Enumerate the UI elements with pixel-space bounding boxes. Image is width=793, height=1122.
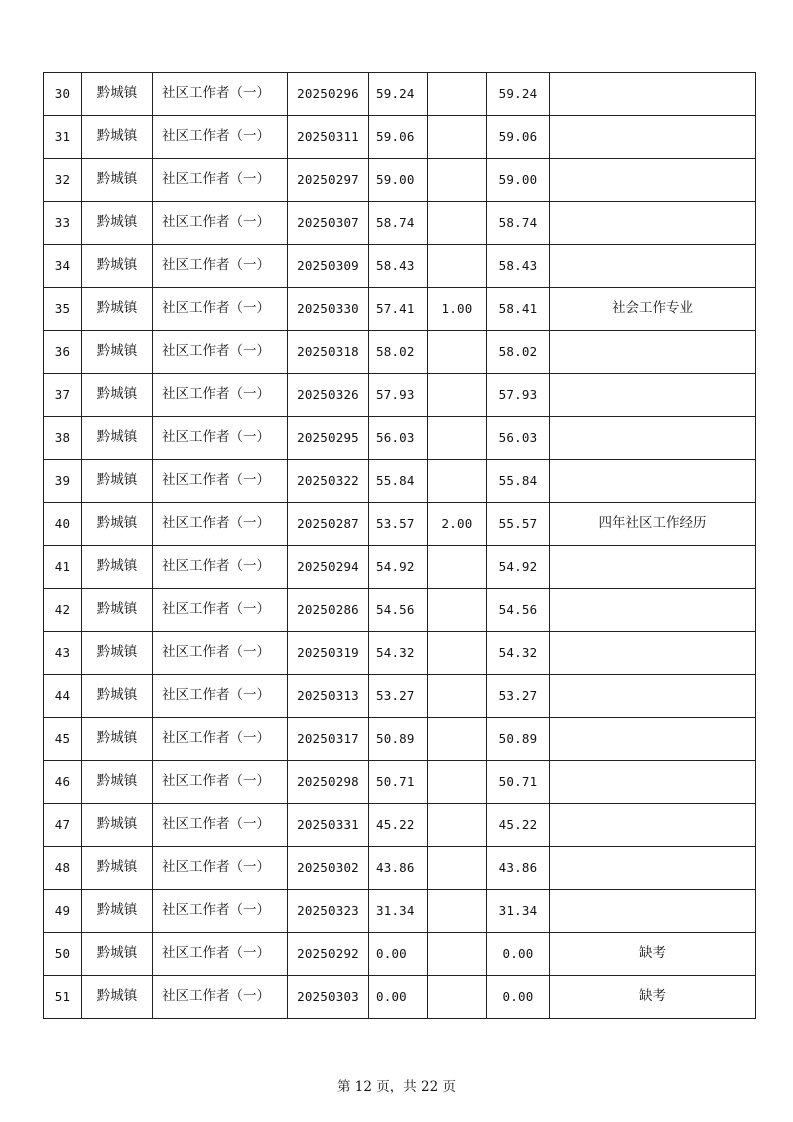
cell-town: 黔城镇 — [82, 675, 153, 718]
cell-town: 黔城镇 — [82, 933, 153, 976]
cell-serial-number: 35 — [44, 288, 82, 331]
cell-ticket-number: 20250307 — [288, 202, 369, 245]
cell-written-score: 57.93 — [369, 374, 428, 417]
cell-town: 黔城镇 — [82, 288, 153, 331]
cell-position: 社区工作者（一） — [153, 202, 288, 245]
cell-serial-number: 43 — [44, 632, 82, 675]
cell-serial-number: 32 — [44, 159, 82, 202]
table-row — [44, 331, 756, 374]
cell-bonus-score — [428, 116, 487, 159]
cell-serial-number: 45 — [44, 718, 82, 761]
cell-note — [550, 546, 756, 589]
cell-bonus-score — [428, 933, 487, 976]
cell-position: 社区工作者（一） — [153, 417, 288, 460]
cell-town: 黔城镇 — [82, 202, 153, 245]
page-number-text: 第 12 页，共 22 页 — [336, 1079, 457, 1095]
cell-written-score: 53.27 — [369, 675, 428, 718]
cell-ticket-number: 20250286 — [288, 589, 369, 632]
cell-total-score: 58.02 — [487, 331, 550, 374]
cell-written-score: 58.02 — [369, 331, 428, 374]
cell-ticket-number: 20250317 — [288, 718, 369, 761]
cell-note: 社会工作专业 — [550, 288, 756, 331]
cell-total-score: 58.41 — [487, 288, 550, 331]
cell-bonus-score — [428, 976, 487, 1019]
cell-ticket-number: 20250298 — [288, 761, 369, 804]
cell-serial-number: 44 — [44, 675, 82, 718]
cell-total-score: 54.56 — [487, 589, 550, 632]
cell-bonus-score — [428, 374, 487, 417]
cell-serial-number: 31 — [44, 116, 82, 159]
table-row — [44, 503, 756, 546]
cell-town: 黔城镇 — [82, 417, 153, 460]
table-row — [44, 417, 756, 460]
cell-written-score: 55.84 — [369, 460, 428, 503]
cell-serial-number: 37 — [44, 374, 82, 417]
score-table — [43, 72, 756, 1019]
table-row — [44, 890, 756, 933]
cell-position: 社区工作者（一） — [153, 546, 288, 589]
cell-position: 社区工作者（一） — [153, 976, 288, 1019]
cell-position: 社区工作者（一） — [153, 933, 288, 976]
cell-ticket-number: 20250294 — [288, 546, 369, 589]
cell-serial-number: 42 — [44, 589, 82, 632]
cell-note — [550, 159, 756, 202]
cell-total-score: 55.84 — [487, 460, 550, 503]
cell-serial-number: 39 — [44, 460, 82, 503]
cell-bonus-score — [428, 460, 487, 503]
cell-town: 黔城镇 — [82, 503, 153, 546]
table-row — [44, 589, 756, 632]
cell-written-score: 50.89 — [369, 718, 428, 761]
cell-note — [550, 804, 756, 847]
cell-written-score: 58.43 — [369, 245, 428, 288]
cell-note: 缺考 — [550, 976, 756, 1019]
cell-total-score: 57.93 — [487, 374, 550, 417]
cell-written-score: 43.86 — [369, 847, 428, 890]
table-row — [44, 159, 756, 202]
cell-ticket-number: 20250287 — [288, 503, 369, 546]
table-row — [44, 847, 756, 890]
cell-bonus-score: 2.00 — [428, 503, 487, 546]
cell-bonus-score: 1.00 — [428, 288, 487, 331]
cell-total-score: 54.92 — [487, 546, 550, 589]
cell-note: 缺考 — [550, 933, 756, 976]
cell-total-score: 31.34 — [487, 890, 550, 933]
cell-serial-number: 40 — [44, 503, 82, 546]
cell-ticket-number: 20250322 — [288, 460, 369, 503]
cell-town: 黔城镇 — [82, 976, 153, 1019]
cell-position: 社区工作者（一） — [153, 73, 288, 116]
cell-position: 社区工作者（一） — [153, 245, 288, 288]
cell-serial-number: 41 — [44, 546, 82, 589]
cell-serial-number: 38 — [44, 417, 82, 460]
cell-bonus-score — [428, 589, 487, 632]
cell-position: 社区工作者（一） — [153, 675, 288, 718]
cell-ticket-number: 20250323 — [288, 890, 369, 933]
cell-serial-number: 34 — [44, 245, 82, 288]
cell-note — [550, 675, 756, 718]
cell-written-score: 50.71 — [369, 761, 428, 804]
cell-ticket-number: 20250309 — [288, 245, 369, 288]
cell-bonus-score — [428, 202, 487, 245]
table-row — [44, 73, 756, 116]
cell-ticket-number: 20250319 — [288, 632, 369, 675]
cell-ticket-number: 20250292 — [288, 933, 369, 976]
table-row — [44, 761, 756, 804]
cell-town: 黔城镇 — [82, 847, 153, 890]
cell-total-score: 53.27 — [487, 675, 550, 718]
cell-serial-number: 46 — [44, 761, 82, 804]
cell-total-score: 59.24 — [487, 73, 550, 116]
cell-written-score: 53.57 — [369, 503, 428, 546]
cell-ticket-number: 20250318 — [288, 331, 369, 374]
cell-written-score: 54.92 — [369, 546, 428, 589]
score-table-container — [43, 72, 755, 1019]
cell-note — [550, 417, 756, 460]
cell-serial-number: 36 — [44, 331, 82, 374]
cell-total-score: 54.32 — [487, 632, 550, 675]
cell-note — [550, 589, 756, 632]
cell-note — [550, 73, 756, 116]
cell-serial-number: 30 — [44, 73, 82, 116]
page-footer — [0, 1075, 793, 1095]
cell-position: 社区工作者（一） — [153, 288, 288, 331]
table-row — [44, 202, 756, 245]
table-row — [44, 632, 756, 675]
table-row — [44, 374, 756, 417]
cell-bonus-score — [428, 675, 487, 718]
table-row — [44, 718, 756, 761]
cell-serial-number: 47 — [44, 804, 82, 847]
cell-position: 社区工作者（一） — [153, 159, 288, 202]
cell-bonus-score — [428, 890, 487, 933]
cell-written-score: 0.00 — [369, 976, 428, 1019]
cell-written-score: 56.03 — [369, 417, 428, 460]
table-row — [44, 116, 756, 159]
cell-total-score: 43.86 — [487, 847, 550, 890]
cell-position: 社区工作者（一） — [153, 718, 288, 761]
cell-serial-number: 49 — [44, 890, 82, 933]
cell-position: 社区工作者（一） — [153, 804, 288, 847]
cell-ticket-number: 20250326 — [288, 374, 369, 417]
cell-total-score: 59.00 — [487, 159, 550, 202]
cell-note — [550, 718, 756, 761]
table-row — [44, 546, 756, 589]
cell-town: 黔城镇 — [82, 159, 153, 202]
cell-position: 社区工作者（一） — [153, 374, 288, 417]
cell-written-score: 59.06 — [369, 116, 428, 159]
cell-ticket-number: 20250296 — [288, 73, 369, 116]
cell-town: 黔城镇 — [82, 116, 153, 159]
cell-town: 黔城镇 — [82, 589, 153, 632]
cell-position: 社区工作者（一） — [153, 890, 288, 933]
cell-bonus-score — [428, 632, 487, 675]
cell-town: 黔城镇 — [82, 73, 153, 116]
cell-written-score: 31.34 — [369, 890, 428, 933]
cell-written-score: 54.32 — [369, 632, 428, 675]
cell-written-score: 57.41 — [369, 288, 428, 331]
cell-note — [550, 116, 756, 159]
cell-note — [550, 890, 756, 933]
cell-position: 社区工作者（一） — [153, 331, 288, 374]
cell-note — [550, 761, 756, 804]
cell-note — [550, 202, 756, 245]
cell-ticket-number: 20250311 — [288, 116, 369, 159]
table-row — [44, 460, 756, 503]
cell-ticket-number: 20250331 — [288, 804, 369, 847]
cell-total-score: 56.03 — [487, 417, 550, 460]
cell-town: 黔城镇 — [82, 374, 153, 417]
table-row — [44, 933, 756, 976]
cell-town: 黔城镇 — [82, 890, 153, 933]
cell-bonus-score — [428, 847, 487, 890]
cell-ticket-number: 20250330 — [288, 288, 369, 331]
cell-position: 社区工作者（一） — [153, 847, 288, 890]
cell-ticket-number: 20250303 — [288, 976, 369, 1019]
cell-bonus-score — [428, 546, 487, 589]
cell-note — [550, 245, 756, 288]
cell-town: 黔城镇 — [82, 245, 153, 288]
cell-town: 黔城镇 — [82, 761, 153, 804]
cell-town: 黔城镇 — [82, 718, 153, 761]
cell-position: 社区工作者（一） — [153, 761, 288, 804]
cell-bonus-score — [428, 159, 487, 202]
cell-written-score: 54.56 — [369, 589, 428, 632]
cell-position: 社区工作者（一） — [153, 116, 288, 159]
cell-note: 四年社区工作经历 — [550, 503, 756, 546]
cell-ticket-number: 20250313 — [288, 675, 369, 718]
cell-note — [550, 460, 756, 503]
cell-serial-number: 33 — [44, 202, 82, 245]
cell-bonus-score — [428, 245, 487, 288]
cell-town: 黔城镇 — [82, 331, 153, 374]
cell-ticket-number: 20250302 — [288, 847, 369, 890]
cell-note — [550, 632, 756, 675]
cell-town: 黔城镇 — [82, 460, 153, 503]
cell-note — [550, 847, 756, 890]
table-row — [44, 288, 756, 331]
cell-total-score: 50.89 — [487, 718, 550, 761]
cell-written-score: 59.00 — [369, 159, 428, 202]
cell-position: 社区工作者（一） — [153, 460, 288, 503]
cell-serial-number: 48 — [44, 847, 82, 890]
cell-serial-number: 50 — [44, 933, 82, 976]
cell-bonus-score — [428, 804, 487, 847]
table-row — [44, 675, 756, 718]
cell-ticket-number: 20250295 — [288, 417, 369, 460]
cell-bonus-score — [428, 718, 487, 761]
cell-position: 社区工作者（一） — [153, 503, 288, 546]
score-table-body — [44, 73, 756, 1019]
cell-bonus-score — [428, 417, 487, 460]
cell-town: 黔城镇 — [82, 804, 153, 847]
cell-bonus-score — [428, 331, 487, 374]
cell-town: 黔城镇 — [82, 632, 153, 675]
cell-bonus-score — [428, 73, 487, 116]
cell-total-score: 0.00 — [487, 976, 550, 1019]
cell-ticket-number: 20250297 — [288, 159, 369, 202]
cell-total-score: 45.22 — [487, 804, 550, 847]
cell-written-score: 0.00 — [369, 933, 428, 976]
table-row — [44, 245, 756, 288]
cell-total-score: 58.43 — [487, 245, 550, 288]
cell-total-score: 55.57 — [487, 503, 550, 546]
cell-total-score: 59.06 — [487, 116, 550, 159]
cell-written-score: 45.22 — [369, 804, 428, 847]
cell-written-score: 59.24 — [369, 73, 428, 116]
cell-serial-number: 51 — [44, 976, 82, 1019]
cell-town: 黔城镇 — [82, 546, 153, 589]
cell-total-score: 58.74 — [487, 202, 550, 245]
cell-total-score: 50.71 — [487, 761, 550, 804]
cell-written-score: 58.74 — [369, 202, 428, 245]
cell-bonus-score — [428, 761, 487, 804]
cell-position: 社区工作者（一） — [153, 632, 288, 675]
cell-total-score: 0.00 — [487, 933, 550, 976]
cell-note — [550, 331, 756, 374]
cell-position: 社区工作者（一） — [153, 589, 288, 632]
table-row — [44, 804, 756, 847]
cell-note — [550, 374, 756, 417]
table-row — [44, 976, 756, 1019]
